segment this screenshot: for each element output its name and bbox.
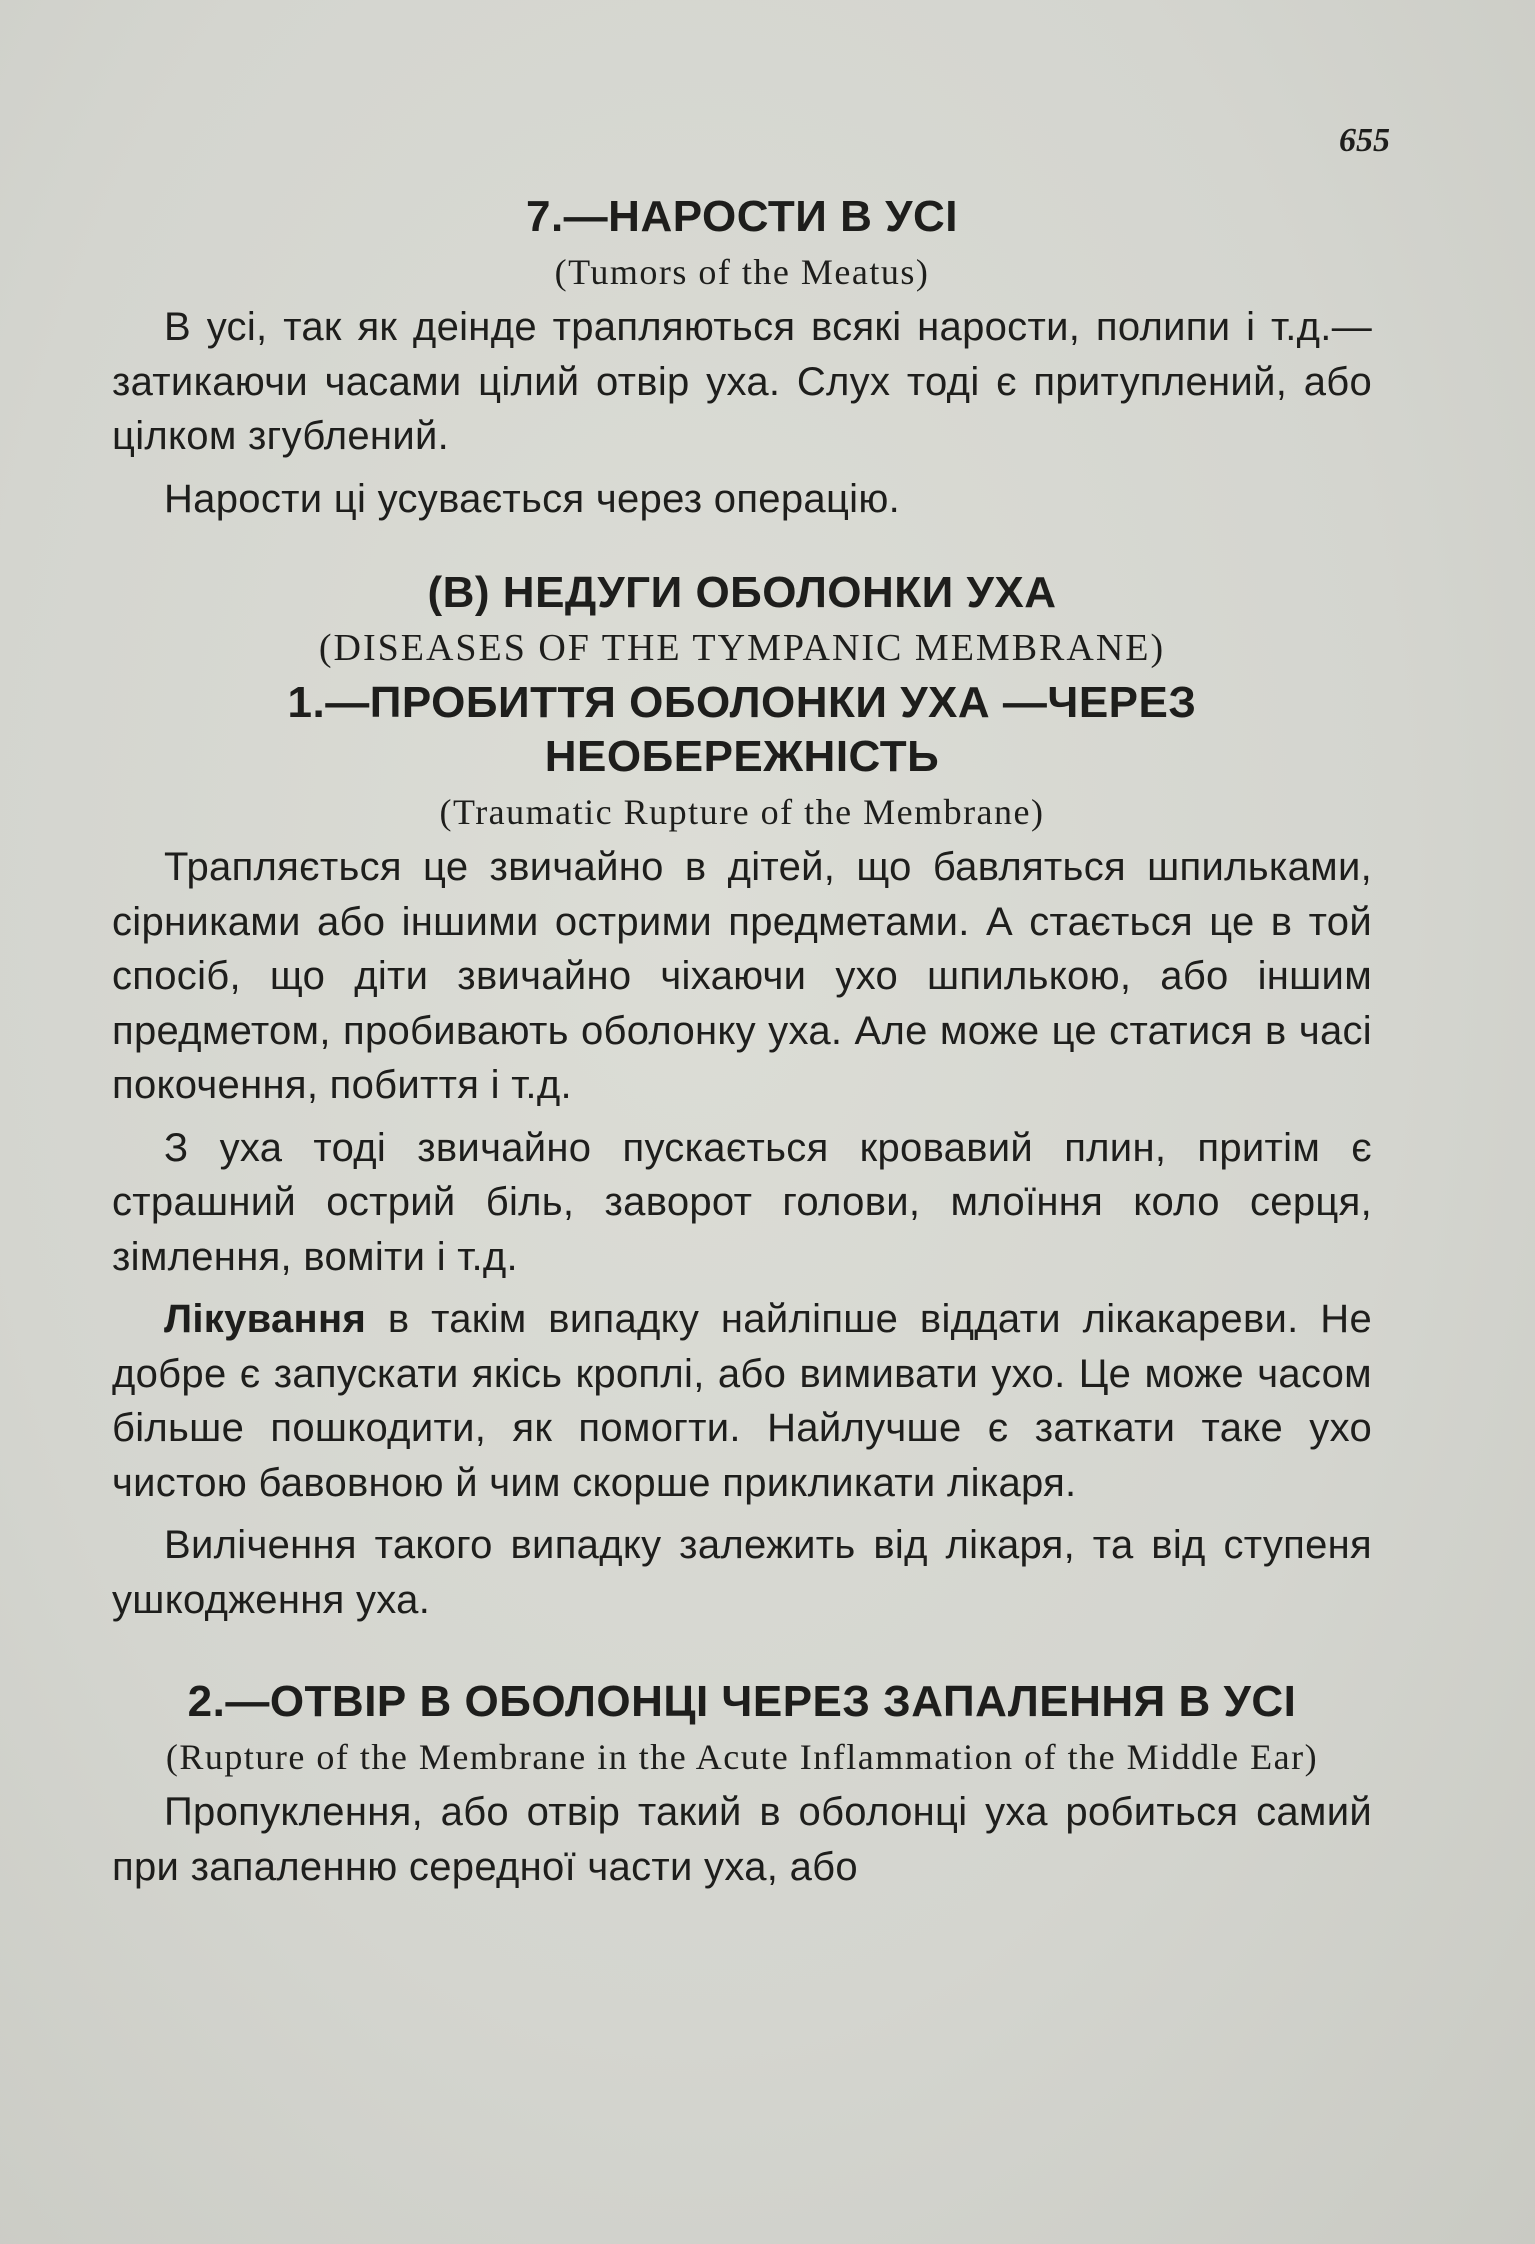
paragraph-text: в такім випадку найліпше віддати лікакареви. Не добре є запускати якісь кроплі, або вимивати ухо. Це може часом більше пошкодити, як помогти. Найлучше є заткати таке ухо чистою бавовною й чим скорше прикликати лікаря. bbox=[112, 1297, 1372, 1505]
section-heading: 1.—ПРОБИТТЯ ОБОЛОНКИ УХА —ЧЕРЕЗ НЕОБЕРЕЖНІСТЬ bbox=[287, 678, 1197, 781]
paragraph: Нарости ці усувається через операцію. bbox=[164, 476, 901, 521]
section-subtitle: (Rupture of the Membrane in the Acute Inflammation of the Middle Ear) bbox=[165, 1737, 1319, 1777]
section-heading: 2.—ОТВІР В ОБОЛОНЦІ ЧЕРЕЗ ЗАПАЛЕННЯ В УСІ bbox=[187, 1677, 1297, 1726]
paragraph: В усі, так як деінде трапляються всякі нарости, полипи і т.д.— затикаючи часами цілий отвір уха. Слух тоді є притуплений, або цілком згублений. bbox=[112, 305, 1372, 458]
section-inflammation-rupture bbox=[112, 1675, 1372, 1894]
section-subtitle: (Tumors of the Meatus) bbox=[554, 252, 930, 292]
section-tumors bbox=[112, 190, 1372, 526]
section-membrane-diseases bbox=[112, 566, 1372, 676]
page-content bbox=[112, 190, 1372, 1894]
section-heading: (B) НЕДУГИ ОБОЛОНКИ УХА bbox=[427, 568, 1057, 617]
paragraph-lead-word: Лікування bbox=[164, 1297, 367, 1341]
page-number: 655 bbox=[1339, 122, 1390, 159]
paragraph bbox=[112, 1292, 1372, 1510]
paragraph: З уха тоді звичайно пускається кровавий плин, притім є страшний острий біль, заворот голови, млоїння коло серця, зімлення, воміти і т.д. bbox=[112, 1125, 1372, 1279]
section-subtitle: (DISEASES OF THE TYMPANIC MEMBRANE) bbox=[318, 627, 1166, 669]
section-heading: 7.—НАРОСТИ В УСІ bbox=[525, 192, 958, 241]
section-traumatic-rupture bbox=[112, 676, 1372, 1627]
paragraph: Трапляється це звичайно в дітей, що бавляться шпильками, сірниками або іншими острими предметами. А стається це в той спосіб, що діти звичайно чіхаючи ухо шпилькою, або іншим предметом, пробивають оболонку уха. Але може це статися в часі покочення, побиття і т.д. bbox=[112, 845, 1372, 1107]
paragraph: Пропуклення, або отвір такий в оболонці уха робиться самий при запаленню середної части уха, або bbox=[112, 1790, 1372, 1889]
section-subtitle: (Traumatic Rupture of the Membrane) bbox=[439, 792, 1045, 832]
paragraph: Вилічення такого випадку залежить від лікаря, та від ступеня ушкодження уха. bbox=[112, 1523, 1372, 1622]
